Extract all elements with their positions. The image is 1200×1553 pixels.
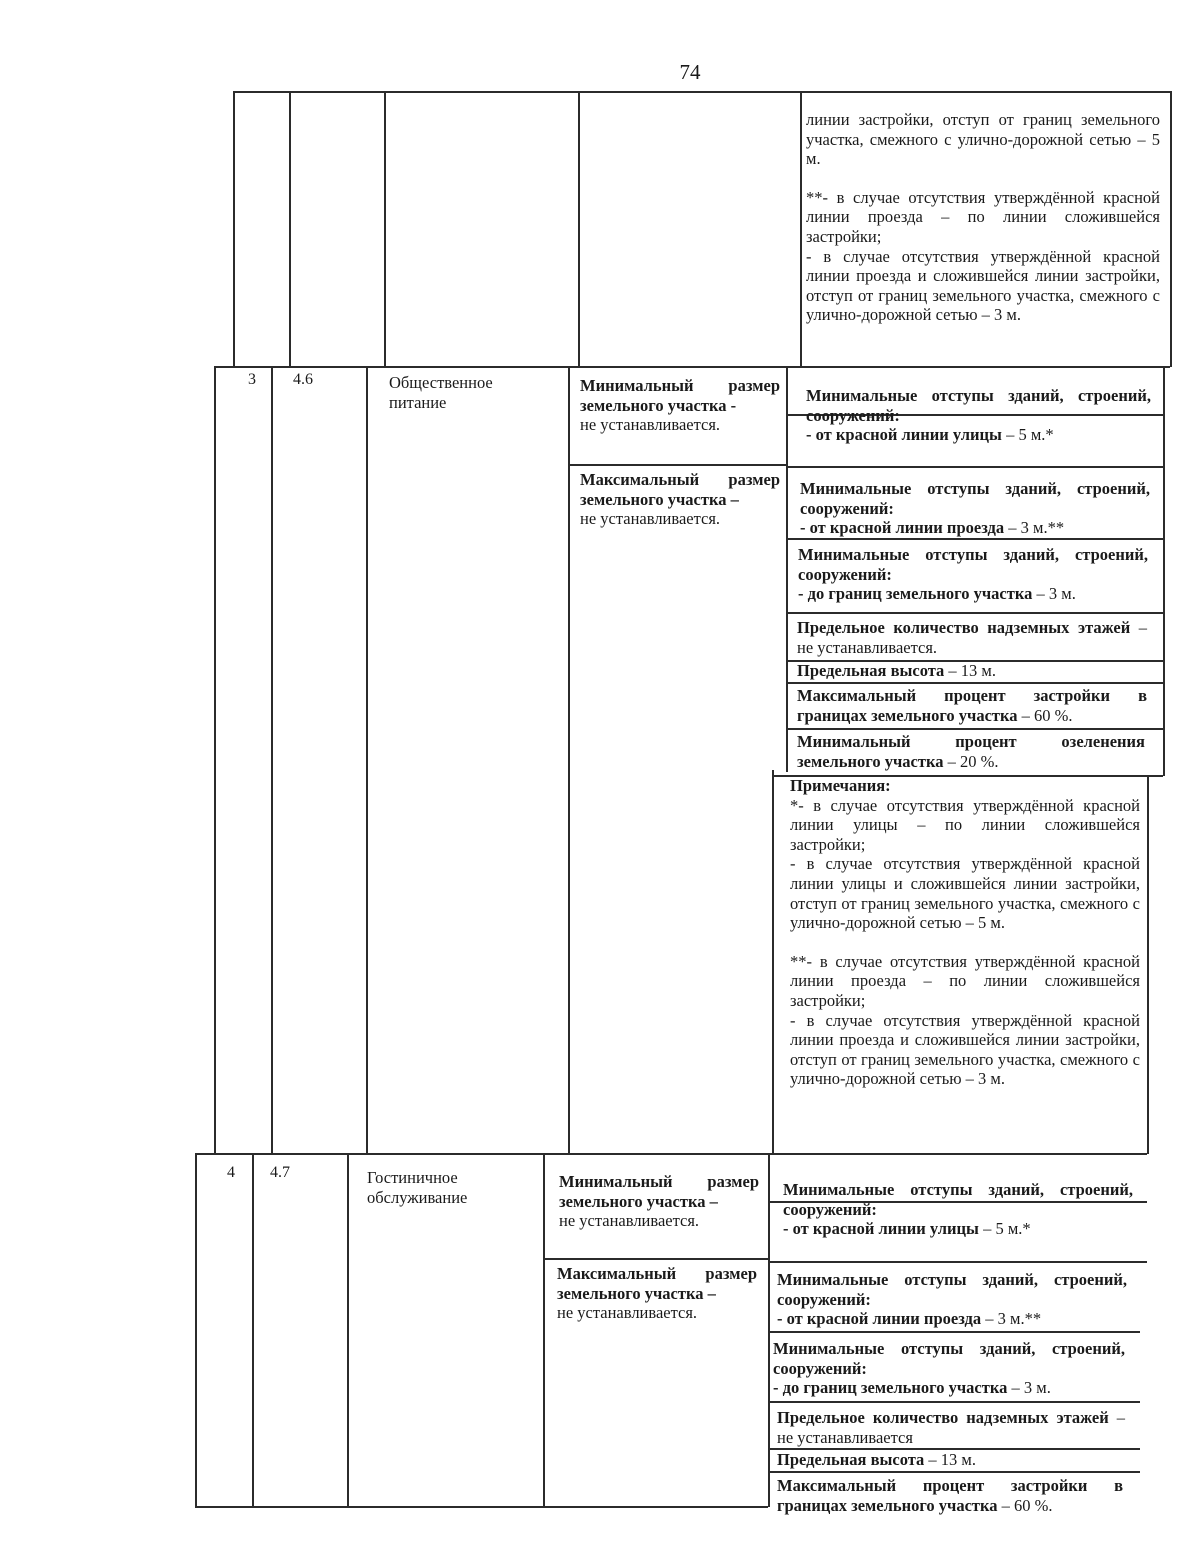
param-value: – 13 м. bbox=[944, 661, 996, 680]
param-value: – 5 м.* bbox=[978, 1219, 1031, 1239]
note-line: - в случае отсутствия утверждённой красной линии проезда и сложившейся линии застройки, отступ от границ земельного участка, смежного с улично-дорожной сетью – 3 м. bbox=[790, 1010, 1140, 1089]
note-line: - в случае отсутствия утверждённой красной линии улицы и сложившейся линии застройки, отступ от границ земельного участка, смежного с улично-дорожной сетью – 5 м. bbox=[790, 854, 1140, 933]
param-value: – 3 м. bbox=[1032, 584, 1076, 604]
max-size-cell bbox=[580, 470, 780, 529]
param-value: – 3 м.** bbox=[1004, 518, 1065, 538]
note-line: **- в случае отсутствия утверждённой красной линии проезда – по линии сложившейся застройки; bbox=[790, 951, 1140, 1010]
max-size-value: не устанавливается. bbox=[580, 509, 721, 529]
param-cell bbox=[806, 386, 1151, 445]
row-name: Общественное питание bbox=[389, 373, 493, 412]
min-size-title: Минимальный размер земельного участка - bbox=[580, 376, 780, 415]
note-line: - в случае отсутствия утверждённой красной линии проезда и сложившейся линии застройки, отступ от границ земельного участка, смежного с улично-дорожной сетью – 3 м. bbox=[806, 246, 1160, 325]
continuation-text: линии застройки, отступ от границ земельного участка, смежного с улично-дорожной сетью – 5 м. bbox=[806, 110, 1160, 169]
param-title: Предельная высота bbox=[797, 661, 945, 680]
param-cell bbox=[777, 1270, 1127, 1329]
param-value: – не устанавливается bbox=[777, 1408, 1125, 1447]
param-title: Минимальные отступы зданий, строений, сооружений: bbox=[800, 479, 1150, 518]
param-title: Максимальный процент застройки в границах земельного участка bbox=[777, 1476, 1123, 1515]
param-detail: - до границ земельного участка bbox=[798, 584, 1033, 604]
param-title: Минимальные отступы зданий, строений, сооружений: bbox=[773, 1339, 1125, 1378]
max-size-cell bbox=[557, 1264, 757, 1323]
notes-cell bbox=[790, 776, 1140, 1089]
param-detail: - от красной линии улицы bbox=[783, 1219, 979, 1239]
param-value: – 20 %. bbox=[943, 751, 999, 771]
param-cell bbox=[797, 732, 1145, 771]
max-size-value: не устанавливается. bbox=[557, 1303, 698, 1323]
param-value: – 3 м.** bbox=[981, 1309, 1042, 1329]
param-cell bbox=[777, 1476, 1123, 1515]
note-line: *- в случае отсутствия утверждённой красной линии улицы – по линии сложившейся застройки; bbox=[790, 795, 1140, 854]
note-line: **- в случае отсутствия утверждённой красной линии проезда – по линии сложившейся застройки; bbox=[806, 187, 1160, 246]
param-title: Минимальный процент озеленения земельного участка bbox=[797, 732, 1145, 771]
param-title: Минимальные отступы зданий, строений, сооружений: bbox=[777, 1270, 1127, 1309]
max-size-title: Максимальный размер земельного участка – bbox=[557, 1264, 757, 1303]
param-title: Минимальные отступы зданий, строений, сооружений: bbox=[806, 386, 1151, 425]
param-cell bbox=[773, 1339, 1125, 1398]
param-detail: - от красной линии улицы bbox=[806, 425, 1002, 445]
param-title: Максимальный процент застройки в границах земельного участка bbox=[797, 686, 1147, 725]
param-title: Предельное количество надземных этажей bbox=[777, 1408, 1109, 1427]
row-number: 4 bbox=[227, 1164, 235, 1181]
param-cell bbox=[797, 686, 1147, 725]
row-code: 4.7 bbox=[270, 1164, 290, 1181]
param-title: Предельное количество надземных этажей bbox=[797, 618, 1131, 637]
min-size-value: не устанавливается. bbox=[559, 1211, 700, 1231]
param-detail: - до границ земельного участка bbox=[773, 1378, 1008, 1398]
param-value: – не устанавливается. bbox=[797, 618, 1147, 657]
param-value: – 3 м. bbox=[1007, 1378, 1051, 1398]
param-title: Минимальные отступы зданий, строений, сооружений: bbox=[798, 545, 1148, 584]
param-cell bbox=[777, 1408, 1125, 1447]
param-detail: - от красной линии проезда bbox=[800, 518, 1005, 538]
param-cell bbox=[797, 618, 1147, 657]
param-value: – 13 м. bbox=[924, 1450, 976, 1469]
notes-title: Примечания: bbox=[790, 776, 891, 795]
min-size-cell bbox=[580, 376, 780, 435]
page-number: 74 bbox=[679, 60, 701, 84]
param-cell bbox=[777, 1450, 1125, 1470]
param-cell bbox=[783, 1180, 1133, 1239]
param-value: – 60 %. bbox=[1017, 705, 1073, 725]
param-cell bbox=[797, 661, 1147, 681]
param-value: – 60 %. bbox=[997, 1495, 1053, 1515]
row-number: 3 bbox=[248, 371, 256, 388]
param-title: Минимальные отступы зданий, строений, сооружений: bbox=[783, 1180, 1133, 1219]
param-cell bbox=[798, 545, 1148, 604]
max-size-title: Максимальный размер земельного участка – bbox=[580, 470, 780, 509]
param-detail: - от красной линии проезда bbox=[777, 1309, 982, 1329]
min-size-cell bbox=[559, 1172, 759, 1231]
param-title: Предельная высота bbox=[777, 1450, 925, 1469]
param-cell bbox=[800, 479, 1150, 538]
continuation-note bbox=[806, 110, 1160, 325]
row-code: 4.6 bbox=[293, 371, 313, 388]
min-size-title: Минимальный размер земельного участка – bbox=[559, 1172, 759, 1211]
min-size-value: не устанавливается. bbox=[580, 415, 721, 435]
row-name: Гостиничное обслуживание bbox=[367, 1168, 468, 1207]
param-value: – 5 м.* bbox=[1001, 425, 1054, 445]
